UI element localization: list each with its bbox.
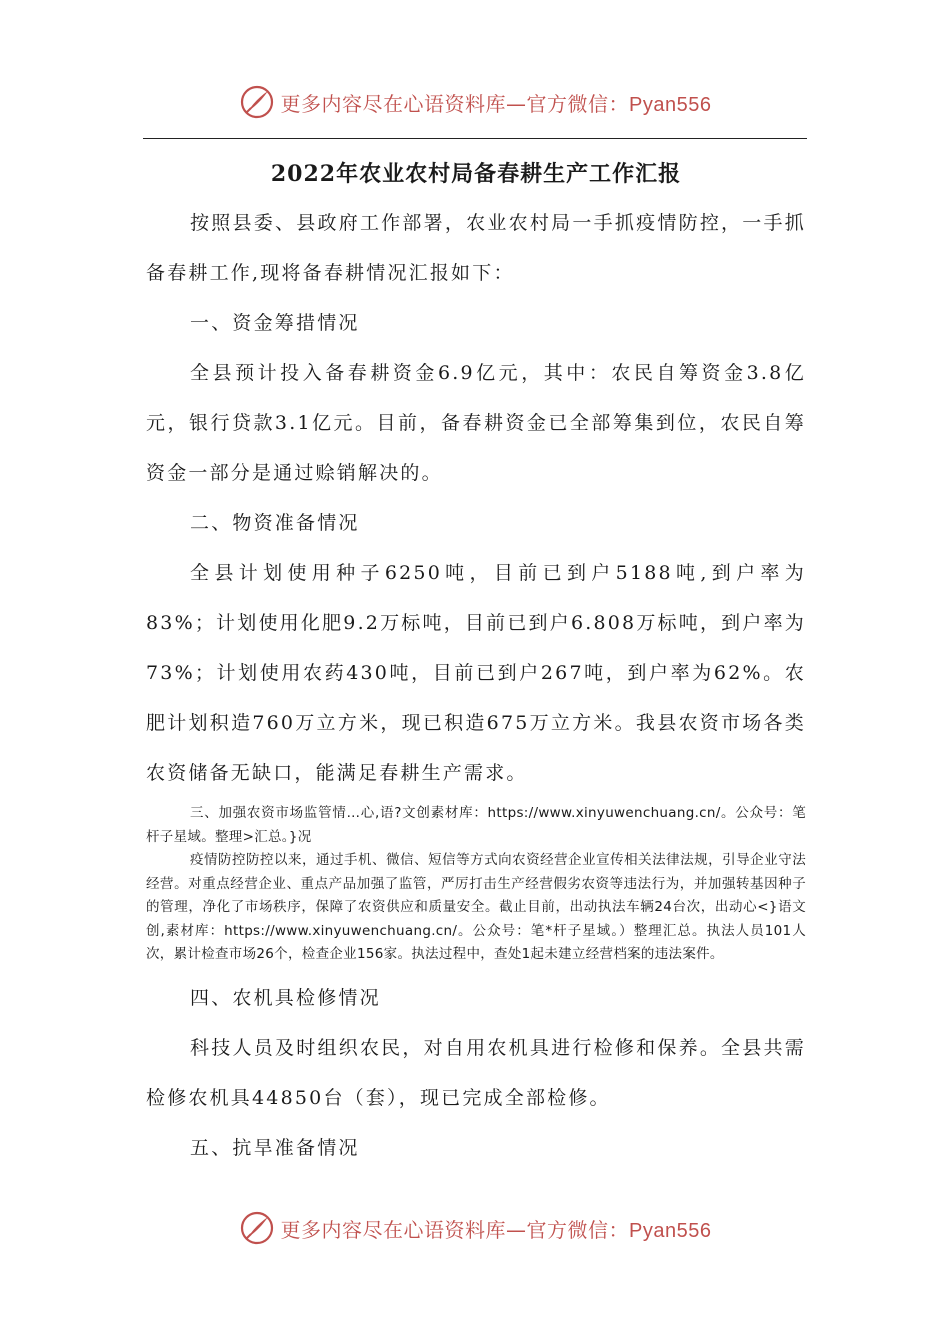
section-5-heading: 五、抗旱准备情况 (190, 1136, 360, 1159)
section-3-body: 疫情防控防控以来，通过手机、微信、短信等方式向农资经营企业宣传相关法律法规，引导企业守法经营。对重点经营企业、重点产品加强了监管，严厉打击生产经营假劣农资等违法行为，并加强转基因种子的管理，净化了市场秩序，保障了农资供应和质量安全。截止目前，出动执法车辆24台次，出动心<}语文创,素材库：https://www.xinyuwenchuang.cn/。公众号：笔*杆子星域。）整理汇总。执法人员101人次，累计检查市场26个，检查企业156家。执法过程中，查处1起未建立经营档案的违法案件。 (146, 852, 806, 962)
page-title: 2022年农业农村局备春耕生产工作汇报 (270, 161, 682, 187)
section-4-body: 科技人员及时组织农民，对自用农机具进行检修和保养。全县共需检修农机具44850台（套），现已完成全部检修。 (146, 1036, 806, 1109)
section-3-heading: 三、加强农资市场监管情…心,语?文创素材库：https://www.xinyuwenchuang.cn/。公众号：笔杆子星域。整理>汇总。}况 (146, 805, 806, 845)
section-2-body: 全县计划使用种子6250吨，目前已到户5188吨,到户率为83%；计划使用化肥9.2万标吨，目前已到户6.808万标吨，到户率为73%；计划使用农药430吨，目前已到户267吨，到户率为62%。农肥计划积造760万立方米，现已积造675万立方米。我县农资市场各类农资储备无缺口，能满足春耕生产需求。 (146, 562, 806, 784)
section-2-heading: 二、物资准备情况 (190, 512, 360, 534)
section-4-heading: 四、农机具检修情况 (190, 986, 381, 1009)
intro-paragraph: 按照县委、县政府工作部署，农业农村局一手抓疫情防控，一手抓备春耕工作,现将备春耕情况汇报如下： (146, 212, 806, 284)
header-brand-text: 更多内容尽在心语资料库—官方微信：Pyan556 (280, 91, 712, 116)
header-brand (0, 80, 950, 124)
section-1-body: 全县预计投入备春耕资金6.9亿元，其中：农民自筹资金3.8亿元，银行贷款3.1亿元。目前，备春耕资金已全部筹集到位，农民自筹资金一部分是通过赊销解决的。 (146, 362, 806, 484)
quill-logo-icon (239, 1210, 275, 1246)
footer-brand-text: 更多内容尽在心语资料库—官方微信：Pyan556 (280, 1217, 712, 1242)
document-body (146, 150, 806, 1173)
section-1-heading: 一、资金筹措情况 (190, 312, 360, 334)
header-divider (143, 138, 807, 139)
footer-brand (0, 1206, 950, 1250)
quill-logo-icon (239, 84, 275, 120)
